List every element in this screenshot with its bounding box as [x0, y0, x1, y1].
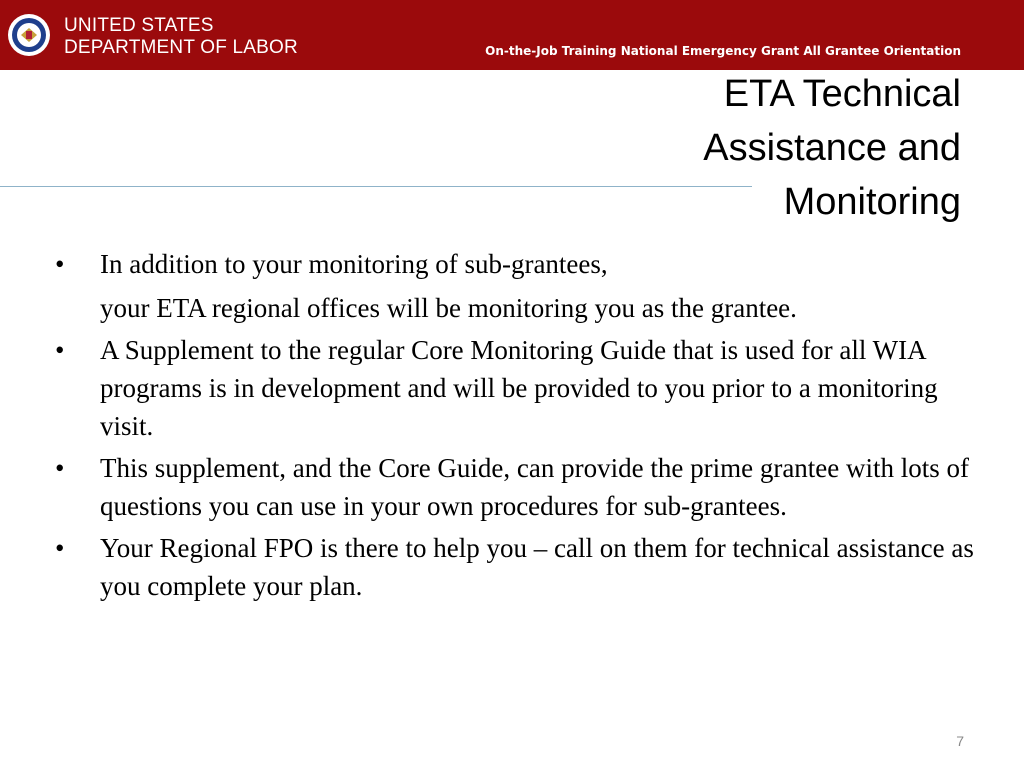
- bullet-list: [55, 245, 975, 609]
- title-divider: [0, 186, 752, 187]
- department-name: [64, 15, 298, 59]
- department-of-labor-seal-icon: [8, 14, 50, 56]
- bullet-icon: •: [55, 533, 65, 563]
- bullet-icon: •: [55, 249, 65, 279]
- bullet-item: [55, 529, 975, 605]
- program-title: On-the-Job Training National Emergency Grant All Grantee Orientation: [485, 44, 961, 58]
- page-number: 7: [956, 733, 964, 749]
- department-line-2: DEPARTMENT OF LABOR: [64, 37, 298, 58]
- bullet-item: [55, 331, 975, 445]
- bullet-item: [55, 245, 975, 327]
- bullet-icon: •: [55, 335, 65, 365]
- slide-title-line: Monitoring: [783, 181, 961, 223]
- slide-title: [581, 67, 961, 229]
- bullet-item: [55, 449, 975, 525]
- bullet-text: A Supplement to the regular Core Monitoring Guide that is used for all WIA programs is in development and will be provided to you prior to a monitoring visit.: [100, 335, 938, 441]
- header-bar: [0, 0, 1024, 70]
- slide-title-line: Assistance and: [703, 127, 961, 169]
- department-line-1: UNITED STATES: [64, 15, 214, 36]
- bullet-text: Your Regional FPO is there to help you – call on them for technical assistance as you complete your plan.: [100, 533, 974, 601]
- bullet-text: In addition to your monitoring of sub-grantees,: [100, 249, 608, 279]
- bullet-text: This supplement, and the Core Guide, can provide the prime grantee with lots of questions you can use in your own procedures for sub-grantees.: [100, 453, 970, 521]
- bullet-text: your ETA regional offices will be monitoring you as the grantee.: [100, 293, 797, 323]
- slide-title-line: ETA Technical: [723, 73, 961, 115]
- bullet-icon: •: [55, 453, 65, 483]
